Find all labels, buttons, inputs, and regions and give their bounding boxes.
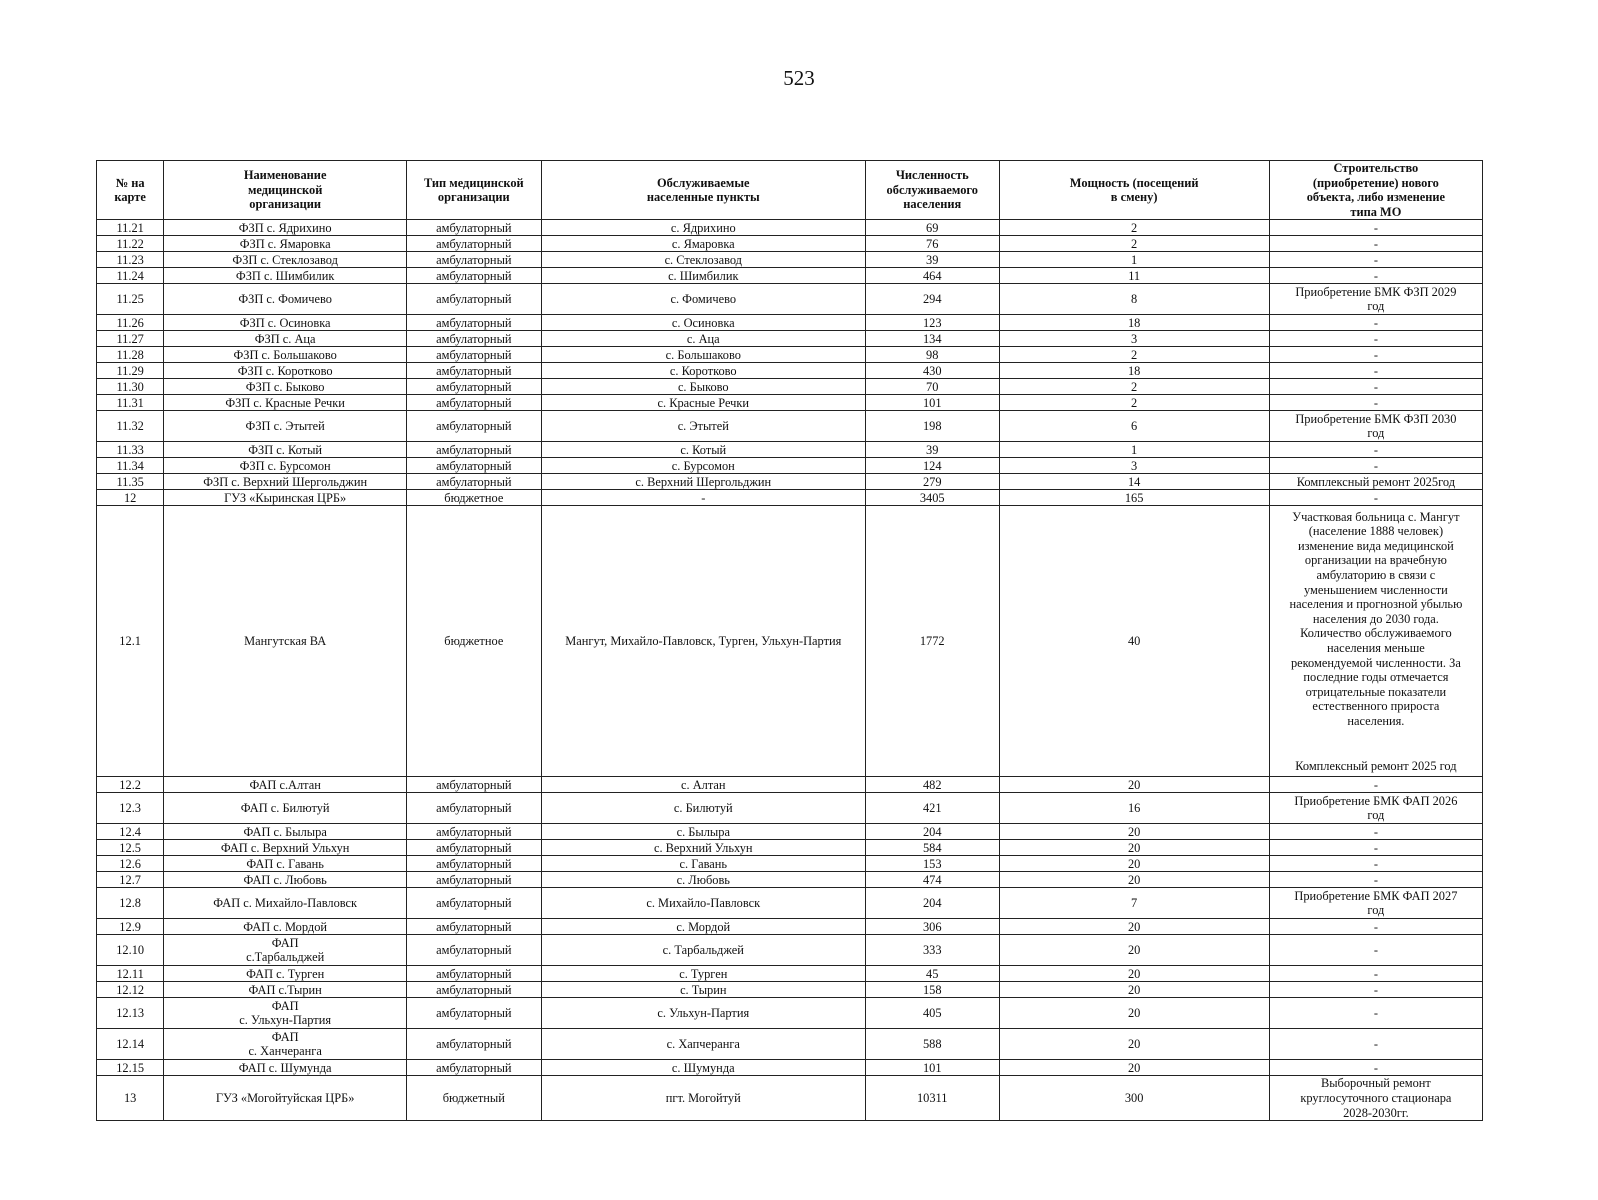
table-row: [97, 442, 1483, 458]
organization-type-cell: амбулаторный: [407, 919, 542, 935]
table-row: [97, 1076, 1483, 1121]
organization-type-cell: амбулаторный: [407, 252, 542, 268]
population-cell: 98: [865, 347, 999, 363]
population-cell: 588: [865, 1029, 999, 1060]
served-settlements-cell: с. Ядрихино: [541, 220, 865, 236]
served-settlements-cell: с. Ульхун-Партия: [541, 998, 865, 1029]
capacity-cell: 3: [999, 331, 1269, 347]
organization-type-cell: амбулаторный: [407, 998, 542, 1029]
served-settlements-cell: с. Турген: [541, 966, 865, 982]
table-row: [97, 236, 1483, 252]
population-cell: 101: [865, 1060, 999, 1076]
organization-name-cell: ФЗП с. Аца: [164, 331, 407, 347]
organization-type-cell: амбулаторный: [407, 347, 542, 363]
table-row: [97, 379, 1483, 395]
organization-name-cell: ФЗП с. Большаково: [164, 347, 407, 363]
map-number-cell: 12.2: [97, 777, 164, 793]
organization-name-cell: ФАП с. Гавань: [164, 856, 407, 872]
served-settlements-cell: Мангут, Михайло-Павловск, Турген, Ульхун-Партия: [541, 506, 865, 777]
note-spacer: [1274, 729, 1478, 759]
page-number: 523: [783, 66, 815, 90]
population-cell: 204: [865, 888, 999, 919]
header-col-served-settlements: Обслуживаемые населенные пункты: [541, 161, 865, 220]
capacity-cell: 7: [999, 888, 1269, 919]
served-settlements-cell: с. Ямаровка: [541, 236, 865, 252]
table-row: [97, 284, 1483, 315]
organization-type-cell: амбулаторный: [407, 888, 542, 919]
organization-type-cell: амбулаторный: [407, 442, 542, 458]
organization-name-cell: ФАП с. Мордой: [164, 919, 407, 935]
served-settlements-cell: с. Мордой: [541, 919, 865, 935]
population-cell: 584: [865, 840, 999, 856]
map-number-cell: 11.33: [97, 442, 164, 458]
construction-note-tail: Комплексный ремонт 2025 год: [1295, 758, 1457, 773]
capacity-cell: 40: [999, 506, 1269, 777]
population-cell: 123: [865, 315, 999, 331]
map-number-cell: 12.3: [97, 793, 164, 824]
organization-type-cell: амбулаторный: [407, 856, 542, 872]
map-number-cell: 12.1: [97, 506, 164, 777]
facilities-table: [96, 160, 1483, 1121]
served-settlements-cell: с. Быково: [541, 379, 865, 395]
organization-name-cell: ФЗП с. Верхний Шергольджин: [164, 474, 407, 490]
organization-type-cell: амбулаторный: [407, 982, 542, 998]
map-number-cell: 11.32: [97, 411, 164, 442]
construction-note-cell: -: [1269, 442, 1482, 458]
table-row: [97, 919, 1483, 935]
table-row: [97, 824, 1483, 840]
served-settlements-cell: с. Шимбилик: [541, 268, 865, 284]
population-cell: 294: [865, 284, 999, 315]
organization-name-cell: ФЗП с. Коротково: [164, 363, 407, 379]
population-cell: 306: [865, 919, 999, 935]
capacity-cell: 6: [999, 411, 1269, 442]
organization-type-cell: амбулаторный: [407, 284, 542, 315]
served-settlements-cell: с. Хапчеранга: [541, 1029, 865, 1060]
table-row: [97, 1029, 1483, 1060]
served-settlements-cell: с. Михайло-Павловск: [541, 888, 865, 919]
construction-note-cell: -: [1269, 998, 1482, 1029]
population-cell: 1772: [865, 506, 999, 777]
map-number-cell: 12.9: [97, 919, 164, 935]
served-settlements-cell: с. Тарбальджей: [541, 935, 865, 966]
organization-type-cell: амбулаторный: [407, 315, 542, 331]
construction-note-cell: -: [1269, 840, 1482, 856]
capacity-cell: 20: [999, 824, 1269, 840]
header-col-construction-note: Строительство (приобретение) нового объекта, либо изменение типа МО: [1269, 161, 1482, 220]
table-row: [97, 793, 1483, 824]
organization-name-cell: ФАП с. Михайло-Павловск: [164, 888, 407, 919]
organization-name-cell: ФЗП с. Фомичево: [164, 284, 407, 315]
construction-note-cell: -: [1269, 363, 1482, 379]
organization-name-cell: ФЗП с. Красные Речки: [164, 395, 407, 411]
construction-note-cell: -: [1269, 935, 1482, 966]
organization-type-cell: амбулаторный: [407, 793, 542, 824]
map-number-cell: 11.28: [97, 347, 164, 363]
organization-name-cell: ФЗП с. Быково: [164, 379, 407, 395]
organization-type-cell: амбулаторный: [407, 220, 542, 236]
construction-note-cell: -: [1269, 490, 1482, 506]
organization-name-cell: ФЗП с. Этытей: [164, 411, 407, 442]
served-settlements-cell: с. Коротково: [541, 363, 865, 379]
construction-note-text: Участковая больница с. Мангут (население 1888 человек) изменение вида медицинской организации на врачебную амбулаторию в связи с уменьшением численности населения и прогнозной убылью населения до 2030 года. Количество обслуживаемого населения меньше рекомендуемой численности. За последние годы отмечается отрицательные показатели естественного прироста населения.: [1289, 509, 1463, 728]
population-cell: 39: [865, 252, 999, 268]
capacity-cell: 18: [999, 363, 1269, 379]
organization-name-cell: ФЗП с. Шимбилик: [164, 268, 407, 284]
organization-name-cell: ФАП с. Билютуй: [164, 793, 407, 824]
served-settlements-cell: с. Этытей: [541, 411, 865, 442]
table-row: [97, 252, 1483, 268]
construction-note-cell: -: [1269, 1029, 1482, 1060]
capacity-cell: 18: [999, 315, 1269, 331]
served-settlements-cell: с. Тырин: [541, 982, 865, 998]
table-body: [97, 220, 1483, 1121]
capacity-cell: 2: [999, 220, 1269, 236]
population-cell: 69: [865, 220, 999, 236]
capacity-cell: 20: [999, 1029, 1269, 1060]
table-row: [97, 347, 1483, 363]
map-number-cell: 11.31: [97, 395, 164, 411]
organization-name-cell: ФАП с.Алтан: [164, 777, 407, 793]
organization-type-cell: амбулаторный: [407, 1060, 542, 1076]
header-col-population: Численность обслуживаемого населения: [865, 161, 999, 220]
population-cell: 204: [865, 824, 999, 840]
table-row: [97, 1060, 1483, 1076]
capacity-cell: 2: [999, 347, 1269, 363]
capacity-cell: 20: [999, 856, 1269, 872]
construction-note-cell: -: [1269, 268, 1482, 284]
organization-name-cell: ФЗП с. Котый: [164, 442, 407, 458]
served-settlements-cell: с. Былыра: [541, 824, 865, 840]
organization-name-cell: ФЗП с. Ямаровка: [164, 236, 407, 252]
organization-type-cell: бюджетное: [407, 506, 542, 777]
map-number-cell: 12.13: [97, 998, 164, 1029]
population-cell: 198: [865, 411, 999, 442]
population-cell: 333: [865, 935, 999, 966]
served-settlements-cell: с. Верхний Ульхун: [541, 840, 865, 856]
organization-type-cell: амбулаторный: [407, 474, 542, 490]
organization-type-cell: амбулаторный: [407, 966, 542, 982]
served-settlements-cell: с. Фомичево: [541, 284, 865, 315]
organization-name-cell: ФАП с.Тарбальджей: [164, 935, 407, 966]
capacity-cell: 20: [999, 935, 1269, 966]
header-col-organization-type: Тип медицинской организации: [407, 161, 542, 220]
map-number-cell: 11.27: [97, 331, 164, 347]
organization-type-cell: амбулаторный: [407, 935, 542, 966]
construction-note-cell: -: [1269, 331, 1482, 347]
served-settlements-cell: с. Алтан: [541, 777, 865, 793]
organization-name-cell: ФАП с. Былыра: [164, 824, 407, 840]
population-cell: 39: [865, 442, 999, 458]
map-number-cell: 12.8: [97, 888, 164, 919]
table-row: [97, 220, 1483, 236]
served-settlements-cell: с. Любовь: [541, 872, 865, 888]
organization-type-cell: амбулаторный: [407, 458, 542, 474]
capacity-cell: 8: [999, 284, 1269, 315]
organization-type-cell: бюджетное: [407, 490, 542, 506]
table-row: [97, 268, 1483, 284]
map-number-cell: 12.12: [97, 982, 164, 998]
construction-note-cell: -: [1269, 220, 1482, 236]
population-cell: 70: [865, 379, 999, 395]
table-row: [97, 474, 1483, 490]
construction-note-cell: -: [1269, 458, 1482, 474]
organization-type-cell: амбулаторный: [407, 236, 542, 252]
map-number-cell: 12.6: [97, 856, 164, 872]
organization-name-cell: ФАП с. Верхний Ульхун: [164, 840, 407, 856]
organization-name-cell: ФЗП с. Бурсомон: [164, 458, 407, 474]
header-col-map-number: № на карте: [97, 161, 164, 220]
construction-note-cell: -: [1269, 824, 1482, 840]
table-row: [97, 331, 1483, 347]
organization-name-cell: ФАП с. Шумунда: [164, 1060, 407, 1076]
population-cell: 482: [865, 777, 999, 793]
capacity-cell: 20: [999, 966, 1269, 982]
construction-note-cell: -: [1269, 872, 1482, 888]
table-row: [97, 888, 1483, 919]
table-row: [97, 315, 1483, 331]
table-row: [97, 856, 1483, 872]
organization-name-cell: ФАП с.Тырин: [164, 982, 407, 998]
construction-note-cell: -: [1269, 252, 1482, 268]
organization-name-cell: ФЗП с. Ядрихино: [164, 220, 407, 236]
organization-type-cell: амбулаторный: [407, 872, 542, 888]
table-row: [97, 490, 1483, 506]
organization-name-cell: ФЗП с. Стеклозавод: [164, 252, 407, 268]
organization-name-cell: ФАП с. Ульхун-Партия: [164, 998, 407, 1029]
map-number-cell: 11.30: [97, 379, 164, 395]
served-settlements-cell: с. Аца: [541, 331, 865, 347]
capacity-cell: 20: [999, 840, 1269, 856]
capacity-cell: 20: [999, 982, 1269, 998]
served-settlements-cell: с. Стеклозавод: [541, 252, 865, 268]
construction-note-cell: Приобретение БМК ФЗП 2030 год: [1269, 411, 1482, 442]
population-cell: 421: [865, 793, 999, 824]
served-settlements-cell: -: [541, 490, 865, 506]
map-number-cell: 11.21: [97, 220, 164, 236]
map-number-cell: 12.15: [97, 1060, 164, 1076]
construction-note-cell: -: [1269, 966, 1482, 982]
map-number-cell: 11.29: [97, 363, 164, 379]
table-row: [97, 935, 1483, 966]
organization-name-cell: ФАП с. Турген: [164, 966, 407, 982]
construction-note-cell: -: [1269, 347, 1482, 363]
organization-type-cell: амбулаторный: [407, 379, 542, 395]
organization-name-cell: ГУЗ «Могойтуйская ЦРБ»: [164, 1076, 407, 1121]
construction-note-cell: -: [1269, 379, 1482, 395]
served-settlements-cell: с. Красные Речки: [541, 395, 865, 411]
table-row: [97, 840, 1483, 856]
capacity-cell: 14: [999, 474, 1269, 490]
map-number-cell: 11.22: [97, 236, 164, 252]
construction-note-cell: Комплексный ремонт 2025год: [1269, 474, 1482, 490]
table-row: [97, 998, 1483, 1029]
population-cell: 464: [865, 268, 999, 284]
map-number-cell: 12.11: [97, 966, 164, 982]
table-row: [97, 363, 1483, 379]
construction-note-cell: -: [1269, 856, 1482, 872]
capacity-cell: 20: [999, 1060, 1269, 1076]
map-number-cell: 11.34: [97, 458, 164, 474]
capacity-cell: 3: [999, 458, 1269, 474]
map-number-cell: 13: [97, 1076, 164, 1121]
population-cell: 124: [865, 458, 999, 474]
population-cell: 279: [865, 474, 999, 490]
organization-type-cell: амбулаторный: [407, 268, 542, 284]
capacity-cell: 2: [999, 395, 1269, 411]
organization-type-cell: амбулаторный: [407, 840, 542, 856]
capacity-cell: 20: [999, 998, 1269, 1029]
table-row: [97, 982, 1483, 998]
construction-note-cell: -: [1269, 315, 1482, 331]
construction-note-cell: Приобретение БМК ФАП 2027 год: [1269, 888, 1482, 919]
population-cell: 153: [865, 856, 999, 872]
map-number-cell: 11.24: [97, 268, 164, 284]
construction-note-cell: -: [1269, 1060, 1482, 1076]
capacity-cell: 1: [999, 442, 1269, 458]
map-number-cell: 11.23: [97, 252, 164, 268]
table-row: [97, 395, 1483, 411]
population-cell: 10311: [865, 1076, 999, 1121]
served-settlements-cell: с. Большаково: [541, 347, 865, 363]
map-number-cell: 12: [97, 490, 164, 506]
organization-name-cell: ФАП с. Любовь: [164, 872, 407, 888]
served-settlements-cell: с. Котый: [541, 442, 865, 458]
construction-note-cell: -: [1269, 236, 1482, 252]
organization-type-cell: бюджетный: [407, 1076, 542, 1121]
header-col-organization-name: Наименование медицинской организации: [164, 161, 407, 220]
capacity-cell: 165: [999, 490, 1269, 506]
capacity-cell: 1: [999, 252, 1269, 268]
map-number-cell: 12.10: [97, 935, 164, 966]
construction-note-cell: Выборочный ремонт круглосуточного стационара 2028-2030гг.: [1269, 1076, 1482, 1121]
map-number-cell: 11.25: [97, 284, 164, 315]
organization-type-cell: амбулаторный: [407, 331, 542, 347]
population-cell: 158: [865, 982, 999, 998]
capacity-cell: 20: [999, 872, 1269, 888]
table-row: [97, 777, 1483, 793]
organization-type-cell: амбулаторный: [407, 777, 542, 793]
organization-name-cell: ГУЗ «Кыринская ЦРБ»: [164, 490, 407, 506]
capacity-cell: 2: [999, 379, 1269, 395]
population-cell: 474: [865, 872, 999, 888]
organization-type-cell: амбулаторный: [407, 824, 542, 840]
organization-name-cell: Мангутская ВА: [164, 506, 407, 777]
capacity-cell: 11: [999, 268, 1269, 284]
organization-type-cell: амбулаторный: [407, 363, 542, 379]
organization-name-cell: ФЗП с. Осиновка: [164, 315, 407, 331]
organization-type-cell: амбулаторный: [407, 411, 542, 442]
population-cell: 430: [865, 363, 999, 379]
construction-note-cell: -: [1269, 777, 1482, 793]
population-cell: 101: [865, 395, 999, 411]
capacity-cell: 20: [999, 919, 1269, 935]
served-settlements-cell: с. Бурсомон: [541, 458, 865, 474]
population-cell: 76: [865, 236, 999, 252]
served-settlements-cell: пгт. Могойтуй: [541, 1076, 865, 1121]
table-row: [97, 458, 1483, 474]
capacity-cell: 20: [999, 777, 1269, 793]
construction-note-cell: Приобретение БМК ФЗП 2029 год: [1269, 284, 1482, 315]
table-header-row: [97, 161, 1483, 220]
organization-type-cell: амбулаторный: [407, 1029, 542, 1060]
header-col-capacity: Мощность (посещений в смену): [999, 161, 1269, 220]
population-cell: 3405: [865, 490, 999, 506]
construction-note-cell: [1269, 506, 1482, 777]
construction-note-cell: -: [1269, 982, 1482, 998]
map-number-cell: 12.7: [97, 872, 164, 888]
table-row: [97, 872, 1483, 888]
construction-note-cell: -: [1269, 395, 1482, 411]
construction-note-cell: -: [1269, 919, 1482, 935]
map-number-cell: 12.5: [97, 840, 164, 856]
population-cell: 45: [865, 966, 999, 982]
table-row: [97, 506, 1483, 777]
organization-type-cell: амбулаторный: [407, 395, 542, 411]
construction-note-cell: Приобретение БМК ФАП 2026 год: [1269, 793, 1482, 824]
capacity-cell: 2: [999, 236, 1269, 252]
served-settlements-cell: с. Билютуй: [541, 793, 865, 824]
map-number-cell: 11.26: [97, 315, 164, 331]
population-cell: 134: [865, 331, 999, 347]
capacity-cell: 300: [999, 1076, 1269, 1121]
map-number-cell: 12.14: [97, 1029, 164, 1060]
table-row: [97, 966, 1483, 982]
served-settlements-cell: с. Осиновка: [541, 315, 865, 331]
served-settlements-cell: с. Шумунда: [541, 1060, 865, 1076]
served-settlements-cell: с. Гавань: [541, 856, 865, 872]
map-number-cell: 12.4: [97, 824, 164, 840]
population-cell: 405: [865, 998, 999, 1029]
served-settlements-cell: с. Верхний Шергольджин: [541, 474, 865, 490]
table-row: [97, 411, 1483, 442]
map-number-cell: 11.35: [97, 474, 164, 490]
capacity-cell: 16: [999, 793, 1269, 824]
organization-name-cell: ФАП с. Ханчеранга: [164, 1029, 407, 1060]
